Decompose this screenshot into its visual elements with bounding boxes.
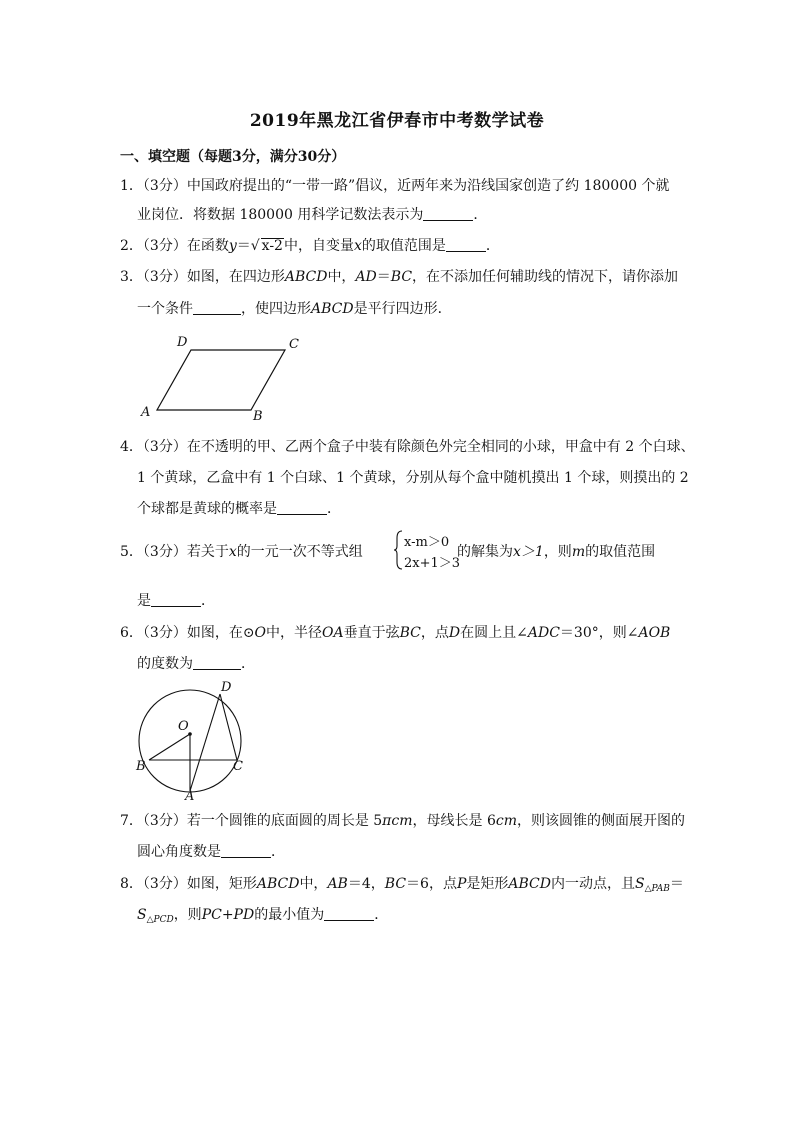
- sqrt-radicand: x-2: [261, 238, 283, 254]
- segment-OB: [149, 734, 190, 760]
- brace-icon: [394, 530, 404, 570]
- q5-line2: 是 ．: [137, 593, 215, 609]
- label-C: C: [233, 759, 243, 774]
- q5-line1-right: 的解集为x＞1，则m的取值范围: [457, 544, 656, 560]
- q1-line1: 1．（3分）中国政府提出的“一带一路”倡议，近两年来为沿线国家创造了约 180000 个就: [120, 178, 670, 194]
- q2-line1: 2．（3分）在函数y＝√ x-2中，自变量x的取值范围是 ．: [120, 238, 500, 254]
- q4-line1: 4．（3分）在不透明的甲、乙两个盒子中装有除颜色外完全相同的小球，甲盒中有 2 个白球、: [120, 439, 695, 455]
- answer-blank: [193, 300, 241, 315]
- sqrt-sign: √: [250, 238, 260, 254]
- answer-blank: [324, 906, 374, 921]
- inequality-2: 2x+1＞3: [404, 556, 461, 571]
- q1-line2: 业岗位．将数据 180000 用科学记数法表示为 ．: [137, 207, 488, 223]
- answer-blank: [446, 237, 486, 252]
- answer-blank: [221, 843, 271, 858]
- segment-DC: [220, 694, 237, 760]
- q8-line1: 8．（3分）如图，矩形ABCD中，AB＝4，BC＝6，点P是矩形ABCD内一动点，且$S_{\triangle PAB}=$: [120, 876, 684, 894]
- q3-line1: 3．（3分）如图，在四边形ABCD中，AD＝BC，在不添加任何辅助线的情况下，请你添加: [120, 269, 679, 285]
- label-D: D: [221, 680, 232, 695]
- answer-blank: [151, 592, 201, 607]
- page-title: 2019年黑龙江省伊春市中考数学试卷: [249, 111, 545, 131]
- center-dot: [188, 732, 192, 736]
- q4-line2: 1 个黄球，乙盒中有 1 个白球、1 个黄球，分别从每个盒中随机摸出 1 个球，则摸出的 2: [137, 470, 689, 486]
- q4-line3: 个球都是黄球的概率是 ．: [137, 501, 341, 517]
- label-A: A: [141, 405, 151, 420]
- parallelogram-shape: [157, 350, 285, 410]
- answer-blank: [193, 655, 241, 670]
- q6-line1: 6．（3分）如图，在⊙O中，半径OA垂直于弦BC，点D在圆上且∠ADC＝30°，则∠AOB: [120, 625, 671, 641]
- q8-line2: $S_{\triangle PCD}$，则PC+PD的最小值为 ．: [137, 907, 389, 925]
- label-C: C: [289, 337, 299, 352]
- q5-line1-left: 5．（3分）若关于x的一元一次不等式组: [120, 544, 363, 560]
- q3-line2: 一个条件 ，使四边形ABCD是平行四边形．: [137, 301, 452, 317]
- label-D: D: [177, 335, 188, 350]
- label-B: B: [136, 759, 146, 774]
- segment-AD: [190, 694, 220, 791]
- label-B: B: [253, 409, 263, 424]
- inequality-1: x-m＞0: [404, 535, 450, 550]
- section-heading: 一、填空题（每题3分，满分30分）: [120, 149, 346, 165]
- answer-blank: [277, 500, 327, 515]
- answer-blank: [423, 206, 473, 221]
- circle-figure: [132, 676, 262, 801]
- label-O: O: [178, 719, 189, 734]
- parallelogram-figure: [135, 330, 305, 425]
- q7-line2: 圆心角度数是 ．: [137, 844, 285, 860]
- label-A: A: [185, 789, 195, 801]
- q7-line1: 7．（3分）若一个圆锥的底面圆的周长是 5πcm，母线长是 6cm，则该圆锥的侧面展开图的: [120, 813, 685, 829]
- q6-line2: 的度数为 ．: [137, 656, 255, 672]
